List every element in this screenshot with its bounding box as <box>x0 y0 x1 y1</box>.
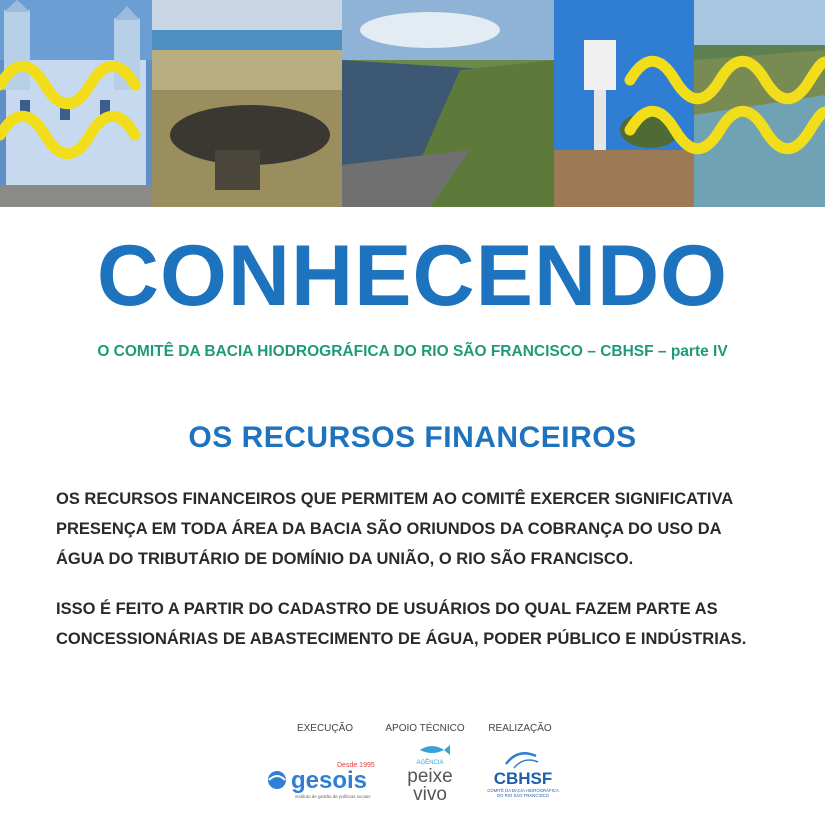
paragraph-2-line-1: ISSO É FEITO A PARTIR DO CADASTRO DE USUÁRIOS DO QUAL FAZEM PARTE AS <box>56 600 718 618</box>
page-subtitle: O COMITÊ DA BACIA HIODROGRÁFICA DO RIO SÃO FRANCISCO – CBHSF – parte IV <box>97 343 728 360</box>
paragraph-1-line-2: PRESENÇA EM TODA ÁREA DA BACIA SÃO ORIUNDOS DA COBRANÇA DO USO DA <box>56 520 722 538</box>
paragraph-1 <box>56 484 786 574</box>
label-realizacao: REALIZAÇÃO <box>488 723 552 734</box>
gesois-caption: instituto de gestão de políticas sociais <box>295 794 371 799</box>
paragraph-1-line-3: ÁGUA DO TRIBUTÁRIO DE DOMÍNIO DA UNIÃO, O RIO SÃO FRANCISCO. <box>56 550 634 568</box>
water-tower-photo <box>554 0 694 207</box>
cbhsf-caption-2: DO RIO SÃO FRANCISCO <box>496 793 550 798</box>
paragraph-2 <box>56 594 786 654</box>
peixe-vivo-line2: vivo <box>413 784 447 805</box>
gesois-tag: Desde 1995 <box>337 762 375 769</box>
peixe-vivo-logo <box>390 742 470 820</box>
page-title: CONHECENDO <box>96 228 729 324</box>
paragraph-2-line-2: CONCESSIONÁRIAS DE ABASTECIMENTO DE ÁGUA, PODER PÚBLICO E INDÚSTRIAS. <box>56 630 747 648</box>
cbhsf-wordmark: CBHSF <box>493 769 553 788</box>
label-apoio-tecnico: APOIO TÉCNICO <box>385 723 465 734</box>
reservoir-photo <box>342 0 554 207</box>
peixe-vivo-line1: peixe <box>407 766 453 787</box>
cbhsf-logo <box>478 742 568 820</box>
cbhsf-caption-1: COMITÊ DA BACIA HIDROGRÁFICA <box>487 788 559 793</box>
photo-strip <box>0 0 825 207</box>
section-heading: OS RECURSOS FINANCEIROS <box>188 421 637 454</box>
gesois-logo <box>265 750 375 810</box>
peixe-vivo-agencia: AGÊNCIA <box>416 760 444 766</box>
rock-lake-photo <box>152 0 342 207</box>
river-photo <box>694 0 825 207</box>
paragraph-1-line-1: OS RECURSOS FINANCEIROS QUE PERMITEM AO COMITÊ EXERCER SIGNIFICATIVA <box>56 490 734 508</box>
footer-logos <box>0 720 825 820</box>
fish-icon <box>420 746 444 753</box>
label-execucao: EXECUÇÃO <box>296 723 354 734</box>
gesois-wordmark: gesois <box>291 767 368 794</box>
